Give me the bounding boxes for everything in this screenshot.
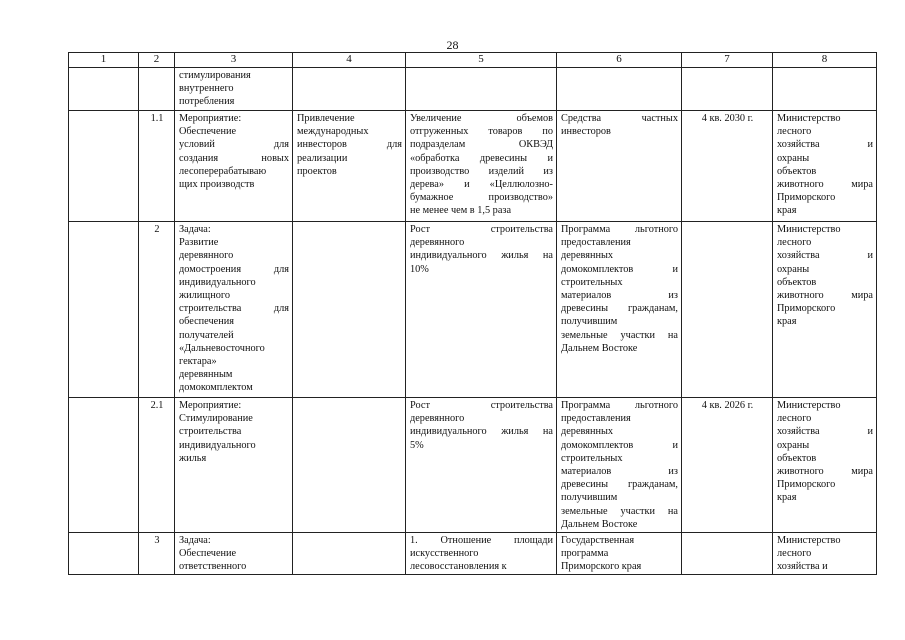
cell-line: Задача: (179, 535, 211, 546)
mechanism-cell (293, 222, 406, 398)
deadline-cell: 4 кв. 2026 г. (682, 398, 773, 533)
cell-line: домостроения для (179, 263, 289, 275)
column-number: 2 (139, 53, 175, 68)
cell-line: Средства частных (561, 113, 678, 124)
cell-line: условий для (179, 139, 289, 151)
item-number-cell: 1.1 (139, 111, 175, 222)
cell-line: края (777, 316, 797, 328)
cell-line: дерева» и «Целлюлозно- (410, 179, 553, 191)
cell-line: потребления (179, 96, 235, 108)
cell-line: жилья (179, 452, 207, 464)
cell-line: Приморского края (561, 561, 642, 573)
cell-line: 5% (410, 439, 424, 451)
cell-line: лесного (777, 548, 812, 560)
source-cell (557, 68, 682, 111)
cell-line: программа (561, 548, 609, 560)
cell-line: получившим (561, 316, 618, 328)
cell-line: гектара» (179, 356, 217, 368)
cell-line: строительных (561, 452, 623, 464)
cell-line: края (777, 492, 797, 504)
item-number-cell: 2.1 (139, 398, 175, 533)
cell-line: реализации (297, 152, 348, 164)
cell-line: объектов (777, 276, 817, 288)
task-measure-cell (175, 68, 293, 111)
cell-line: Мероприятие: (179, 400, 242, 411)
cell-line: не менее чем в 1,5 раза (410, 205, 512, 217)
cell-line: Программа льготного (561, 400, 678, 411)
cell-line: домокомплектом (179, 382, 253, 394)
cell-line: предоставления (561, 413, 631, 425)
col-1-cell (69, 111, 139, 222)
cell-line: лесного (777, 413, 812, 425)
cell-line: Увеличение объемов (410, 113, 553, 124)
cell-line: деревянных (561, 426, 614, 438)
column-number-row (69, 53, 877, 68)
cell-line: получившим (561, 492, 618, 504)
cell-line: строительных (561, 276, 623, 288)
cell-line: ответственного (179, 561, 247, 573)
cell-line: объектов (777, 452, 817, 464)
cell-line: «обработка древесины и (410, 152, 553, 164)
cell-line: получателей (179, 329, 234, 341)
task-measure-cell (175, 222, 293, 398)
cell-line: охраны (777, 152, 810, 164)
cell-line: искусственного (410, 548, 479, 560)
col-1-cell (69, 533, 139, 575)
cell-line: подразделам ОКВЭД (410, 139, 553, 151)
cell-line: земельные участки на (561, 329, 678, 341)
cell-line: предоставления (561, 237, 631, 249)
cell-line: внутреннего (179, 83, 234, 95)
cell-line: хозяйства и (777, 250, 873, 262)
mechanism-cell (293, 111, 406, 222)
cell-line: Государственная (561, 535, 635, 546)
cell-line: деревянных (561, 250, 614, 262)
cell-line: объектов (777, 165, 817, 177)
cell-line: животного мира (777, 179, 873, 191)
cell-line: Министерство (777, 113, 841, 124)
cell-line: Привлечение (297, 113, 355, 124)
cell-line: Мероприятие: (179, 113, 242, 124)
task-row-2 (69, 222, 877, 398)
cell-line: обеспечения (179, 316, 234, 328)
cell-line: Приморского (777, 479, 836, 491)
source-cell (557, 222, 682, 398)
cell-line: лесного (777, 126, 812, 138)
cell-line: хозяйства и (777, 426, 873, 438)
cell-line: лесоперерабатываю (179, 165, 267, 177)
deadline-cell (682, 68, 773, 111)
task-measure-cell (175, 533, 293, 575)
cell-line: Приморского (777, 192, 836, 204)
cell-line: 1. Отношение площади (410, 535, 553, 546)
cell-line: отгруженных товаров по (410, 126, 553, 138)
cell-line: стимулирования (179, 70, 251, 81)
cell-line: индивидуального жилья на (410, 250, 553, 262)
cell-line: индивидуального жилья на (410, 426, 553, 438)
item-number-cell (139, 68, 175, 111)
continuation-row (69, 68, 877, 111)
mechanism-cell (293, 68, 406, 111)
responsible-cell (773, 533, 877, 575)
cell-line: животного мира (777, 466, 873, 478)
task-measure-cell (175, 398, 293, 533)
cell-line: Дальнем Востоке (561, 342, 638, 354)
cell-line: охраны (777, 439, 810, 451)
cell-line: инвесторов (561, 126, 611, 138)
cell-line: Приморского (777, 303, 836, 315)
item-number-cell: 2 (139, 222, 175, 398)
cell-line: Программа льготного (561, 224, 678, 235)
cell-line: Стимулирование (179, 413, 253, 425)
cell-line: древесины гражданам, (561, 479, 678, 491)
column-number: 7 (682, 53, 773, 68)
cell-line: деревянным (179, 369, 233, 381)
cell-line: лесовосстановления к (410, 561, 507, 573)
cell-line: деревянного (410, 237, 465, 249)
cell-line: материалов из (561, 290, 678, 302)
deadline-cell: 4 кв. 2030 г. (682, 111, 773, 222)
cell-line: лесного (777, 237, 812, 249)
cell-line: Обеспечение (179, 126, 237, 138)
column-number: 1 (69, 53, 139, 68)
column-number: 3 (175, 53, 293, 68)
cell-line: бумажное производство» (410, 192, 553, 204)
page-number: 28 (446, 38, 459, 52)
measure-row-1-1 (69, 111, 877, 222)
indicator-cell (406, 68, 557, 111)
col-1-cell (69, 222, 139, 398)
cell-line: хозяйства и (777, 561, 828, 573)
measure-row-2-1 (69, 398, 877, 533)
indicator-cell (406, 111, 557, 222)
responsible-cell (773, 222, 877, 398)
col-1-cell (69, 398, 139, 533)
col-1-cell (69, 68, 139, 111)
column-number: 8 (773, 53, 877, 68)
column-number: 5 (406, 53, 557, 68)
cell-line: Задача: (179, 224, 211, 235)
column-number: 6 (557, 53, 682, 68)
task-measure-cell (175, 111, 293, 222)
cell-line: «Дальневосточного (179, 342, 265, 354)
cell-line: домокомплектов и (561, 439, 678, 451)
item-number-cell: 3 (139, 533, 175, 575)
cell-line: Дальнем Востоке (561, 518, 638, 530)
source-cell (557, 398, 682, 533)
cell-line: щих производств (179, 179, 255, 191)
mechanism-cell (293, 398, 406, 533)
cell-line: хозяйства и (777, 139, 873, 151)
cell-line: строительства для (179, 303, 289, 315)
cell-line: индивидуального (179, 439, 256, 451)
cell-line: Развитие (179, 237, 219, 249)
cell-line: жилищного (179, 290, 230, 302)
cell-line: Министерство (777, 400, 841, 411)
cell-line: Обеспечение (179, 548, 237, 560)
cell-line: охраны (777, 263, 810, 275)
indicator-cell (406, 398, 557, 533)
indicator-cell (406, 533, 557, 575)
cell-line: Министерство (777, 224, 841, 235)
cell-line: индивидуального (179, 276, 256, 288)
cell-line: Рост строительства (410, 224, 553, 235)
cell-line: деревянного (410, 413, 465, 425)
source-cell (557, 533, 682, 575)
mechanism-cell (293, 533, 406, 575)
cell-line: инвесторов для (297, 139, 402, 151)
cell-line: древесины гражданам, (561, 303, 678, 315)
cell-line: деревянного (179, 250, 234, 262)
cell-line: международных (297, 126, 369, 138)
responsible-cell (773, 398, 877, 533)
cell-line: проектов (297, 165, 337, 177)
cell-line: животного мира (777, 290, 873, 302)
indicator-cell (406, 222, 557, 398)
deadline-cell (682, 533, 773, 575)
cell-line: материалов из (561, 466, 678, 478)
cell-line: Рост строительства (410, 400, 553, 411)
deadline-cell (682, 222, 773, 398)
cell-line: производство изделий из (410, 165, 553, 177)
cell-line: строительства (179, 426, 242, 438)
responsible-cell (773, 111, 877, 222)
responsible-cell (773, 68, 877, 111)
task-row-3 (69, 533, 877, 575)
cell-line: создания новых (179, 152, 289, 164)
column-number: 4 (293, 53, 406, 68)
cell-line: земельные участки на (561, 505, 678, 517)
cell-line: края (777, 205, 797, 217)
cell-line: 10% (410, 263, 429, 275)
cell-line: Министерство (777, 535, 841, 546)
source-cell (557, 111, 682, 222)
cell-line: домокомплектов и (561, 263, 678, 275)
measures-table (68, 52, 877, 575)
